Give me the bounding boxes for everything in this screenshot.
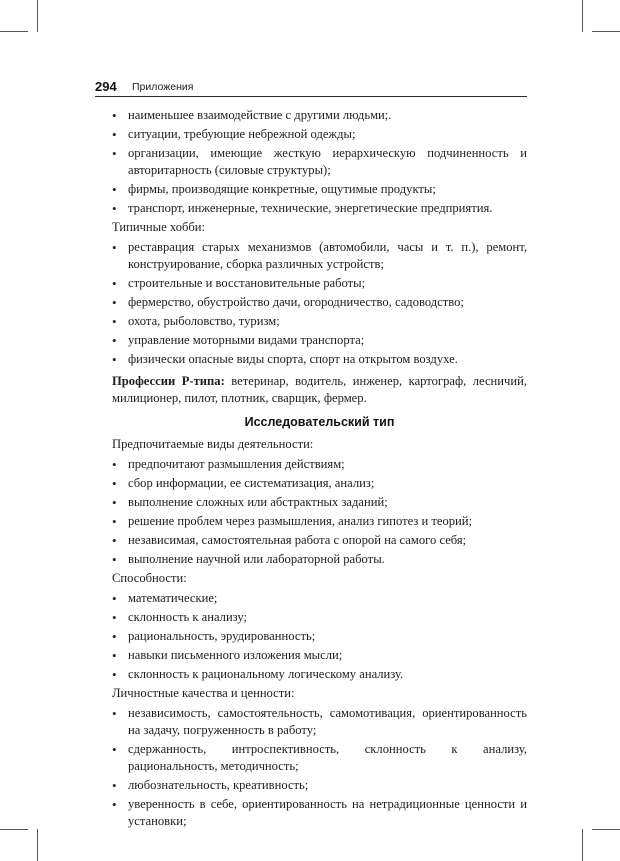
list-item: • управление моторными видами транспорта; <box>112 332 527 349</box>
crop-mark <box>592 829 620 830</box>
list-abilities <box>112 590 527 683</box>
list-item: • предпочитают размышления действиям; <box>112 456 527 473</box>
professions-text: ветеринар, водитель, инженер, картограф, лесничий, милиционер, пилот, плотник, сварщик, фермер. <box>112 374 527 405</box>
page-number: 294 <box>95 79 117 94</box>
section-title: Приложения <box>132 81 194 93</box>
list-item: • решение проблем через размышления, анализ гипотез и теорий; <box>112 513 527 530</box>
list-item: • реставрация старых механизмов (автомобили, часы и т. п.), ремонт, конструирование, сборка различных устройств; <box>112 239 527 273</box>
list-item: • выполнение научной или лабораторной работы. <box>112 551 527 568</box>
list-item: • математические; <box>112 590 527 607</box>
crop-mark <box>0 829 28 830</box>
hobbies-intro: Типичные хобби: <box>112 220 206 234</box>
list-qualities <box>112 705 527 830</box>
list-item: • выполнение сложных или абстрактных заданий; <box>112 494 527 511</box>
list-environment <box>112 107 527 217</box>
list-item: • склонность к анализу; <box>112 609 527 626</box>
list-item: • фирмы, производящие конкретные, ощутимые продукты; <box>112 181 527 198</box>
list-item: • транспорт, инженерные, технические, энергетические предприятия. <box>112 200 527 217</box>
list-hobbies <box>112 239 527 368</box>
crop-mark <box>0 31 28 32</box>
activities-intro: Предпочитаемые виды деятельности: <box>112 437 314 451</box>
qualities-intro: Личностные качества и ценности: <box>112 686 295 700</box>
crop-mark <box>37 829 38 861</box>
crop-mark <box>582 0 583 32</box>
abilities-intro: Способности: <box>112 571 187 585</box>
crop-mark <box>592 31 620 32</box>
list-item: • сдержанность, интроспективность, склонность к анализу, рациональность, методичность; <box>112 741 527 775</box>
page-body <box>112 107 527 832</box>
list-item: • навыки письменного изложения мысли; <box>112 647 527 664</box>
list-item: • ситуации, требующие небрежной одежды; <box>112 126 527 143</box>
list-item: • независимость, самостоятельность, самомотивация, ориентированность на задачу, погруженность в работу; <box>112 705 527 739</box>
list-item: • организации, имеющие жесткую иерархическую подчиненность и авторитарность (силовые структуры); <box>112 145 527 179</box>
list-item: • охота, рыболовство, туризм; <box>112 313 527 330</box>
list-item: • наименьшее взаимодействие с другими людьми;. <box>112 107 527 124</box>
list-item: • независимая, самостоятельная работа с опорой на самого себя; <box>112 532 527 549</box>
list-item: • физически опасные виды спорта, спорт на открытом воздухе. <box>112 351 527 368</box>
crop-mark <box>37 0 38 32</box>
list-activities <box>112 456 527 568</box>
list-item: • рациональность, эрудированность; <box>112 628 527 645</box>
list-item: • фермерство, обустройство дачи, огородничество, садоводство; <box>112 294 527 311</box>
list-item: • строительные и восстановительные работы; <box>112 275 527 292</box>
running-header <box>95 80 527 97</box>
list-item: • любознательность, креативность; <box>112 777 527 794</box>
list-item: • сбор информации, ее систематизация, анализ; <box>112 475 527 492</box>
section-heading: Исследовательский тип <box>244 415 395 429</box>
crop-mark <box>582 829 583 861</box>
list-item: • склонность к рациональному логическому анализу. <box>112 666 527 683</box>
professions-paragraph <box>112 373 527 407</box>
professions-label: Профессии Р-типа: <box>112 374 225 388</box>
list-item: • уверенность в себе, ориентированность на нетрадиционные ценности и установки; <box>112 796 527 830</box>
